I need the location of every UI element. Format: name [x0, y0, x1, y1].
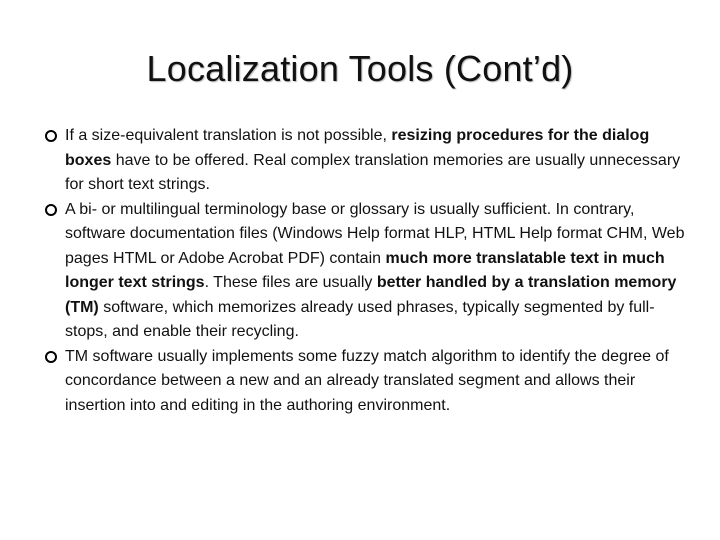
bullet-emphasis: better handled by a translation memory (TM): [65, 274, 677, 316]
hollow-circle-bullet-icon: [45, 351, 57, 363]
hollow-circle-bullet-icon: [45, 204, 57, 216]
bullet-emphasis: resizing procedures for the dialog boxes: [65, 127, 650, 169]
bullet-text: software, which memorizes already used phrases, typically segmented by full-stops, and enable their recycling.: [65, 298, 655, 340]
bullet-item: [40, 198, 690, 345]
hollow-circle-bullet-icon: [45, 130, 57, 142]
bullet-text: TM software usually implements some fuzzy match algorithm to identify the degree of concordance between a new and an already translated segment and allows their insertion into and editing in the authoring environment.: [65, 347, 669, 414]
bullet-list: [40, 124, 690, 418]
bullet-text: have to be offered. Real complex translation memories are usually unnecessary for short text strings.: [65, 151, 681, 193]
bullet-text: If a size-equivalent translation is not possible,: [65, 127, 392, 144]
bullet-item: [40, 345, 690, 419]
bullet-emphasis: much more translatable text in much longer text strings: [65, 249, 665, 291]
bullet-item: [40, 124, 690, 198]
bullet-text: A bi- or multilingual terminology base or glossary is usually sufficient. In contrary, software documentation files (Windows Help format HLP, HTML Help format CHM, Web pages HTML or Adobe Acrobat PDF) contain: [65, 200, 685, 267]
bullet-text: . These files are usually: [204, 274, 377, 291]
slide-title: Localization Tools (Cont’d): [146, 48, 574, 89]
